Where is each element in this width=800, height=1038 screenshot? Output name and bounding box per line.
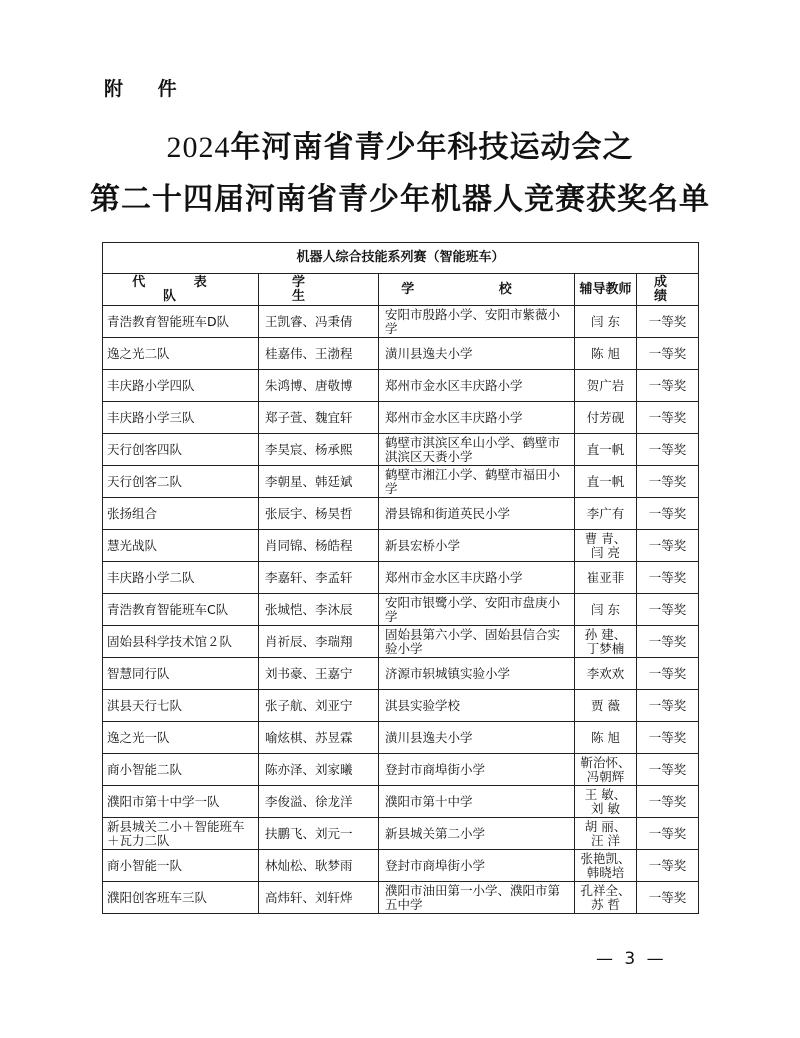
team-cell: 商小智能一队 <box>103 850 259 882</box>
team-cell: 新县城关二小＋智能班车＋瓦力二队 <box>103 818 259 850</box>
teacher-cell: 胡 丽、汪 洋 <box>575 818 637 850</box>
team-cell: 丰庆路小学三队 <box>103 402 259 434</box>
school-cell: 潢川县逸夫小学 <box>379 338 575 370</box>
table-row <box>103 338 699 370</box>
team-cell: 张扬组合 <box>103 498 259 530</box>
page-number: — 3 — <box>596 949 667 969</box>
series-title: 机器人综合技能系列赛（智能班车） <box>103 243 699 274</box>
students-cell: 喻炫棋、苏昱霖 <box>259 722 379 754</box>
students-cell: 张辰宇、杨昊哲 <box>259 498 379 530</box>
teacher-cell: 贾 薇 <box>575 690 637 722</box>
attachment-label: 附 件 <box>104 78 191 100</box>
school-cell: 濮阳市油田第一小学、濮阳市第五中学 <box>379 882 575 914</box>
students-cell: 李俊溢、徐龙洋 <box>259 786 379 818</box>
team-cell: 固始县科学技术馆２队 <box>103 626 259 658</box>
teacher-cell: 崔亚菲 <box>575 562 637 594</box>
table-row <box>103 818 699 850</box>
school-cell: 滑县锦和街道英民小学 <box>379 498 575 530</box>
team-cell: 逸之光一队 <box>103 722 259 754</box>
result-cell: 一等奖 <box>637 626 699 658</box>
header-result: 成 绩 <box>637 274 699 306</box>
school-cell: 固始县第六小学、固始县信合实验小学 <box>379 626 575 658</box>
students-cell: 刘书豪、王嘉宁 <box>259 658 379 690</box>
result-cell: 一等奖 <box>637 722 699 754</box>
teacher-cell: 李广有 <box>575 498 637 530</box>
teacher-cell: 贺广岩 <box>575 370 637 402</box>
table-row <box>103 754 699 786</box>
result-cell: 一等奖 <box>637 594 699 626</box>
header-students: 学 生 <box>259 274 379 306</box>
table-row <box>103 434 699 466</box>
school-cell: 郑州市金水区丰庆路小学 <box>379 562 575 594</box>
team-cell: 商小智能二队 <box>103 754 259 786</box>
teacher-cell: 闫 东 <box>575 306 637 338</box>
team-cell: 丰庆路小学四队 <box>103 370 259 402</box>
result-cell: 一等奖 <box>637 690 699 722</box>
team-cell: 青浩教育智能班车C队 <box>103 594 259 626</box>
table-row <box>103 690 699 722</box>
table-row <box>103 626 699 658</box>
table-row <box>103 786 699 818</box>
teacher-cell: 付芳砚 <box>575 402 637 434</box>
result-cell: 一等奖 <box>637 530 699 562</box>
teacher-cell: 孔祥全、苏 哲 <box>575 882 637 914</box>
school-cell: 登封市商埠街小学 <box>379 850 575 882</box>
teacher-cell: 王 敏、刘 敏 <box>575 786 637 818</box>
school-cell: 鹤壁市淇滨区牟山小学、鹤壁市淇滨区天赉小学 <box>379 434 575 466</box>
table-row <box>103 562 699 594</box>
students-cell: 扶鹏飞、刘元一 <box>259 818 379 850</box>
table-row <box>103 530 699 562</box>
result-cell: 一等奖 <box>637 498 699 530</box>
result-cell: 一等奖 <box>637 882 699 914</box>
table-row <box>103 466 699 498</box>
school-cell: 淇县实验学校 <box>379 690 575 722</box>
students-cell: 李昊宸、杨承熙 <box>259 434 379 466</box>
school-cell: 郑州市金水区丰庆路小学 <box>379 370 575 402</box>
title-line-1-text: 年河南省青少年科技运动会之 <box>230 130 634 165</box>
teacher-cell: 直一帆 <box>575 466 637 498</box>
team-cell: 濮阳创客班车三队 <box>103 882 259 914</box>
result-cell: 一等奖 <box>637 370 699 402</box>
table-row <box>103 722 699 754</box>
title-year: 2024 <box>166 131 231 164</box>
students-cell: 王凯睿、冯秉倩 <box>259 306 379 338</box>
students-cell: 陈亦泽、刘家曦 <box>259 754 379 786</box>
school-cell: 新县城关第二小学 <box>379 818 575 850</box>
school-cell: 安阳市殷路小学、安阳市紫薇小学 <box>379 306 575 338</box>
teacher-cell: 陈 旭 <box>575 338 637 370</box>
students-cell: 肖祈辰、李瑞翔 <box>259 626 379 658</box>
header-teacher: 辅导教师 <box>575 274 637 306</box>
teacher-cell: 直一帆 <box>575 434 637 466</box>
result-cell: 一等奖 <box>637 658 699 690</box>
teacher-cell: 闫 东 <box>575 594 637 626</box>
team-cell: 智慧同行队 <box>103 658 259 690</box>
table-row <box>103 850 699 882</box>
students-cell: 林灿松、耿梦雨 <box>259 850 379 882</box>
result-cell: 一等奖 <box>637 562 699 594</box>
students-cell: 郑子萱、魏宜轩 <box>259 402 379 434</box>
team-cell: 天行创客四队 <box>103 434 259 466</box>
school-cell: 济源市轵城镇实验小学 <box>379 658 575 690</box>
students-cell: 李朝星、韩廷斌 <box>259 466 379 498</box>
result-cell: 一等奖 <box>637 402 699 434</box>
school-cell: 安阳市银鹭小学、安阳市盘庚小学 <box>379 594 575 626</box>
team-cell: 淇县天行七队 <box>103 690 259 722</box>
result-cell: 一等奖 <box>637 754 699 786</box>
school-cell: 郑州市金水区丰庆路小学 <box>379 402 575 434</box>
school-cell: 濮阳市第十中学 <box>379 786 575 818</box>
students-cell: 张城恺、李沐辰 <box>259 594 379 626</box>
team-cell: 逸之光二队 <box>103 338 259 370</box>
title-line-1 <box>0 122 800 166</box>
teacher-cell: 张艳凯、韩晓培 <box>575 850 637 882</box>
teacher-cell: 孙 建、丁梦楠 <box>575 626 637 658</box>
table-row <box>103 498 699 530</box>
teacher-cell: 曹 青、闫 亮 <box>575 530 637 562</box>
school-cell: 潢川县逸夫小学 <box>379 722 575 754</box>
students-cell: 桂嘉伟、王渤程 <box>259 338 379 370</box>
school-cell: 鹤壁市湘江小学、鹤壁市福田小学 <box>379 466 575 498</box>
students-cell: 高炜轩、刘轩烨 <box>259 882 379 914</box>
school-cell: 登封市商埠街小学 <box>379 754 575 786</box>
school-cell: 新县宏桥小学 <box>379 530 575 562</box>
table-row <box>103 306 699 338</box>
result-cell: 一等奖 <box>637 786 699 818</box>
team-cell: 丰庆路小学二队 <box>103 562 259 594</box>
team-cell: 濮阳市第十中学一队 <box>103 786 259 818</box>
table-row <box>103 594 699 626</box>
team-cell: 天行创客二队 <box>103 466 259 498</box>
table-row <box>103 402 699 434</box>
teacher-cell: 陈 旭 <box>575 722 637 754</box>
table-row <box>103 882 699 914</box>
students-cell: 李嘉轩、李孟轩 <box>259 562 379 594</box>
table-row <box>103 370 699 402</box>
teacher-cell: 靳治怀、冯朝辉 <box>575 754 637 786</box>
result-cell: 一等奖 <box>637 466 699 498</box>
result-cell: 一等奖 <box>637 338 699 370</box>
header-team: 代 表 队 <box>103 274 259 306</box>
table-row <box>103 658 699 690</box>
result-cell: 一等奖 <box>637 850 699 882</box>
team-cell: 青浩教育智能班车D队 <box>103 306 259 338</box>
award-table <box>102 242 699 914</box>
students-cell: 朱鸿博、唐敬博 <box>259 370 379 402</box>
result-cell: 一等奖 <box>637 306 699 338</box>
header-school: 学 校 <box>379 274 575 306</box>
students-cell: 肖同锦、杨皓程 <box>259 530 379 562</box>
students-cell: 张子航、刘亚宁 <box>259 690 379 722</box>
result-cell: 一等奖 <box>637 818 699 850</box>
team-cell: 慧光战队 <box>103 530 259 562</box>
title-line-2: 第二十四届河南省青少年机器人竞赛获奖名单 <box>90 182 710 217</box>
teacher-cell: 李欢欢 <box>575 658 637 690</box>
result-cell: 一等奖 <box>637 434 699 466</box>
